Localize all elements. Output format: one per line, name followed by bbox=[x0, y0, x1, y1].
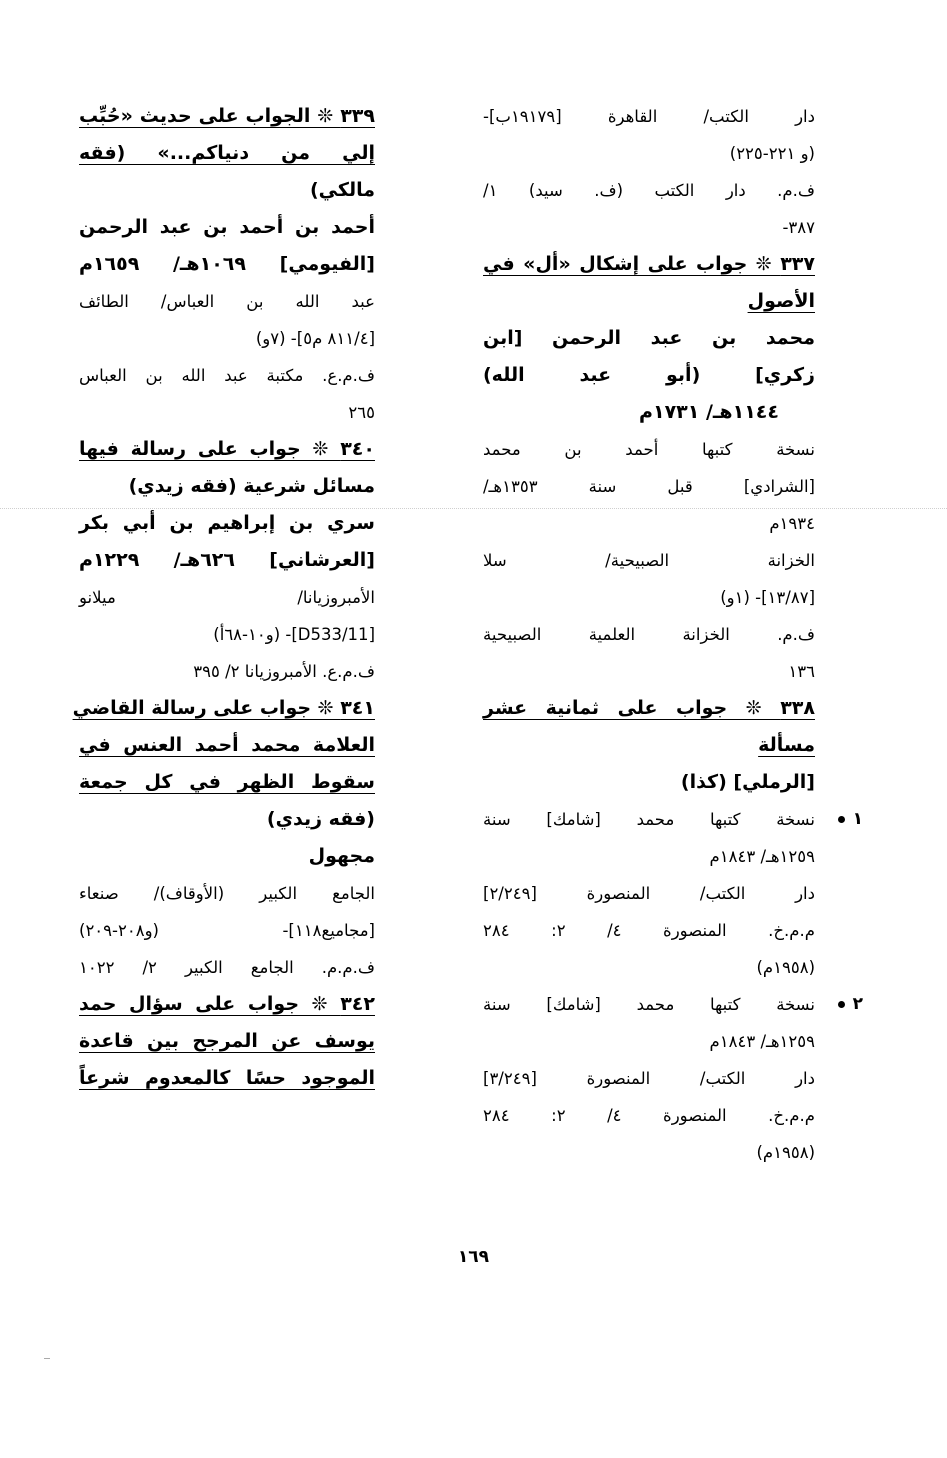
left-column-line bbox=[79, 468, 375, 505]
left-column-line bbox=[79, 357, 375, 394]
left-column-line bbox=[79, 283, 375, 320]
right-column-line bbox=[483, 1134, 815, 1171]
left-column-line bbox=[79, 505, 375, 542]
line-text: ٣٤١ ❊ جواب على رسالة القاضي bbox=[72, 697, 375, 719]
left-column-line bbox=[79, 431, 375, 468]
line-text: العلامة محمد أحمد العنس في bbox=[79, 734, 375, 756]
line-text: الجامع الكبير (الأوقاف)/ صنعاء bbox=[79, 884, 375, 903]
line-text: إلي من دنياكم...» (فقه bbox=[79, 142, 375, 164]
left-column-line bbox=[79, 320, 375, 357]
left-column-line bbox=[79, 246, 375, 283]
line-text: (و ٢٢١-٢٢٥) bbox=[729, 144, 815, 163]
left-column-line bbox=[79, 949, 375, 986]
line-text: ف.م.م. الجامع الكبير ٢/ ١٠٢٢ bbox=[79, 958, 375, 977]
right-column-line bbox=[483, 357, 815, 394]
line-text: ١٢٥٩هـ/ ١٨٤٣م bbox=[709, 1032, 815, 1051]
left-column-line bbox=[79, 912, 375, 949]
right-column-line bbox=[483, 838, 815, 875]
line-text: [مجاميع١١٨]- (و٢٠٨-٢٠٩) bbox=[79, 921, 375, 940]
left-column-line bbox=[79, 986, 375, 1023]
right-column-line bbox=[483, 209, 815, 246]
line-text: م.م.خ. المنصورة ٤/ ٢: ٢٨٤ bbox=[483, 1106, 815, 1125]
left-column-line bbox=[79, 1023, 375, 1060]
right-column-line bbox=[483, 542, 815, 579]
right-column-line bbox=[483, 690, 815, 727]
line-text: ١٩٣٤م bbox=[769, 514, 815, 533]
page-number: ١٦٩ bbox=[457, 1247, 490, 1267]
right-column-line bbox=[483, 246, 815, 283]
line-text: عبد الله بن العباس/ الطائف bbox=[79, 292, 375, 311]
left-column-line bbox=[79, 801, 375, 838]
line-text: محمد بن عبد الرحمن [ابن bbox=[483, 327, 815, 349]
line-text: ٣٣٨ ❊ جواب على ثمانية عشر bbox=[483, 697, 815, 719]
line-text: مسائل شرعية (فقه زيدي) bbox=[128, 475, 375, 497]
bullet-dot-icon bbox=[838, 1001, 845, 1008]
left-column-line bbox=[79, 764, 375, 801]
left-column-line bbox=[79, 727, 375, 764]
left-column-line bbox=[79, 838, 375, 875]
bullet-number: ٢ bbox=[852, 994, 863, 1014]
line-text: م.م.خ. المنصورة ٤/ ٢: ٢٨٤ bbox=[483, 921, 815, 940]
line-text: الأمبروزيانا/ ميلانو bbox=[79, 588, 375, 607]
line-text: نسخة كتبها محمد [شامك] سنة bbox=[483, 995, 815, 1014]
left-column-line bbox=[79, 209, 375, 246]
right-column-line bbox=[483, 1097, 815, 1134]
line-text: سري بن إبراهيم بن أبي بكر bbox=[79, 512, 375, 534]
line-text: [٨١١/٤ م٥]- (٧و) bbox=[255, 329, 375, 348]
line-text: ٣٨٧- bbox=[782, 218, 815, 237]
left-column-line bbox=[79, 394, 375, 431]
right-column-line bbox=[483, 653, 815, 690]
left-column-line bbox=[79, 653, 375, 690]
line-text: [الشرادي] قبل سنة ١٣٥٣هـ/ bbox=[483, 477, 815, 496]
right-column bbox=[483, 98, 863, 1171]
right-column-line bbox=[483, 1023, 815, 1060]
left-column-line bbox=[79, 172, 375, 209]
line-text: [١٣/٨٧]- (١و) bbox=[720, 588, 815, 607]
right-column-line bbox=[483, 283, 815, 320]
line-text: الخزانة الصبيحية/ سلا bbox=[483, 551, 815, 570]
line-text: ١٣٦ bbox=[788, 662, 815, 681]
line-text: ٢٦٥ bbox=[348, 403, 375, 422]
line-text: أحمد بن أحمد بن عبد الرحمن bbox=[79, 216, 375, 238]
right-column-line bbox=[483, 1060, 815, 1097]
line-text: مجهول bbox=[308, 845, 375, 867]
left-column-line bbox=[79, 875, 375, 912]
bullet-number: ١ bbox=[852, 809, 863, 829]
line-text: الأصول bbox=[747, 290, 815, 312]
right-column-line bbox=[483, 135, 815, 172]
bullet-dot-icon bbox=[838, 816, 845, 823]
right-column-line bbox=[483, 616, 815, 653]
right-column-line bbox=[483, 986, 863, 1023]
line-text: (١٩٥٨م) bbox=[756, 958, 815, 977]
line-text: ٣٤٢ ❊ جواب على سؤال حمد bbox=[79, 993, 375, 1015]
right-column-line bbox=[483, 801, 863, 838]
line-text: ف.م.ع. مكتبة عبد الله بن العباس bbox=[79, 366, 375, 385]
line-text: ٣٤٠ ❊ جواب على رسالة فيها bbox=[79, 438, 375, 460]
left-column-line bbox=[79, 616, 375, 653]
line-text: ١١٤٤هـ/ ١٧٣١م bbox=[639, 401, 779, 423]
line-text: نسخة كتبها محمد [شامك] سنة bbox=[483, 810, 815, 829]
line-text: نسخة كتبها أحمد بن محمد bbox=[483, 440, 815, 459]
line-text: الموجود حسًا كالمعدوم شرعاً bbox=[79, 1067, 375, 1089]
line-text: (فقه زيدي) bbox=[266, 808, 375, 830]
scan-margin-mark bbox=[44, 1358, 50, 1359]
left-column-line bbox=[79, 98, 375, 135]
line-text: [الفيومي] ١٠٦٩هـ/ ١٦٥٩م bbox=[79, 253, 375, 275]
line-text: [العرشاني] ٦٢٦هـ/ ١٢٢٩م bbox=[79, 549, 375, 571]
right-column-line bbox=[483, 875, 815, 912]
right-column-line bbox=[483, 468, 815, 505]
line-text: ف.م.ع. الأمبروزيانا ٢/ ٣٩٥ bbox=[193, 662, 375, 681]
right-column-line bbox=[483, 98, 815, 135]
line-text: ف.م. الخزانة العلمية الصبيحية bbox=[483, 625, 815, 644]
line-text: دار الكتب/ القاهرة [١٩١٧٩ب]- bbox=[483, 107, 815, 126]
line-text: مالكي) bbox=[310, 179, 375, 201]
line-text: مسألة bbox=[758, 734, 815, 756]
line-text: ١٢٥٩هـ/ ١٨٤٣م bbox=[709, 847, 815, 866]
line-text: (١٩٥٨م) bbox=[756, 1143, 815, 1162]
right-column-line bbox=[483, 431, 815, 468]
left-column-line bbox=[72, 690, 375, 727]
left-column-line bbox=[79, 542, 375, 579]
line-text: ٣٣٩ ❊ الجواب على حديث «حُبِّب bbox=[79, 105, 375, 127]
line-text: زكري] (أبو عبد الله) bbox=[483, 364, 815, 386]
line-text: ٣٣٧ ❊ جواب على إشكال «أل» في bbox=[483, 253, 815, 275]
right-column-line bbox=[483, 579, 815, 616]
line-text: سقوط الظهر في كل جمعة bbox=[79, 771, 375, 793]
right-column-line bbox=[483, 505, 815, 542]
right-column-line bbox=[483, 394, 815, 431]
left-column-line bbox=[79, 1060, 375, 1097]
right-column-line bbox=[483, 320, 815, 357]
line-text: يوسف عن المرجح بين قاعدة bbox=[79, 1030, 375, 1052]
left-column bbox=[72, 98, 375, 1097]
left-column-line bbox=[79, 135, 375, 172]
line-text: دار الكتب/ المنصورة [٣/٢٤٩] bbox=[483, 1069, 815, 1088]
line-text: ف.م. دار الكتب (ف. سيد) ١/ bbox=[483, 181, 815, 200]
right-column-line bbox=[483, 949, 815, 986]
right-column-line bbox=[483, 764, 815, 801]
left-column-line bbox=[79, 579, 375, 616]
line-text: [D533/11]- (و١٠-٦٨أ) bbox=[213, 625, 375, 644]
right-column-line bbox=[483, 727, 815, 764]
right-column-line bbox=[483, 172, 815, 209]
line-text: دار الكتب/ المنصورة [٢/٢٤٩] bbox=[483, 884, 815, 903]
line-text: [الرملي] (كذا) bbox=[680, 771, 815, 793]
right-column-line bbox=[483, 912, 815, 949]
